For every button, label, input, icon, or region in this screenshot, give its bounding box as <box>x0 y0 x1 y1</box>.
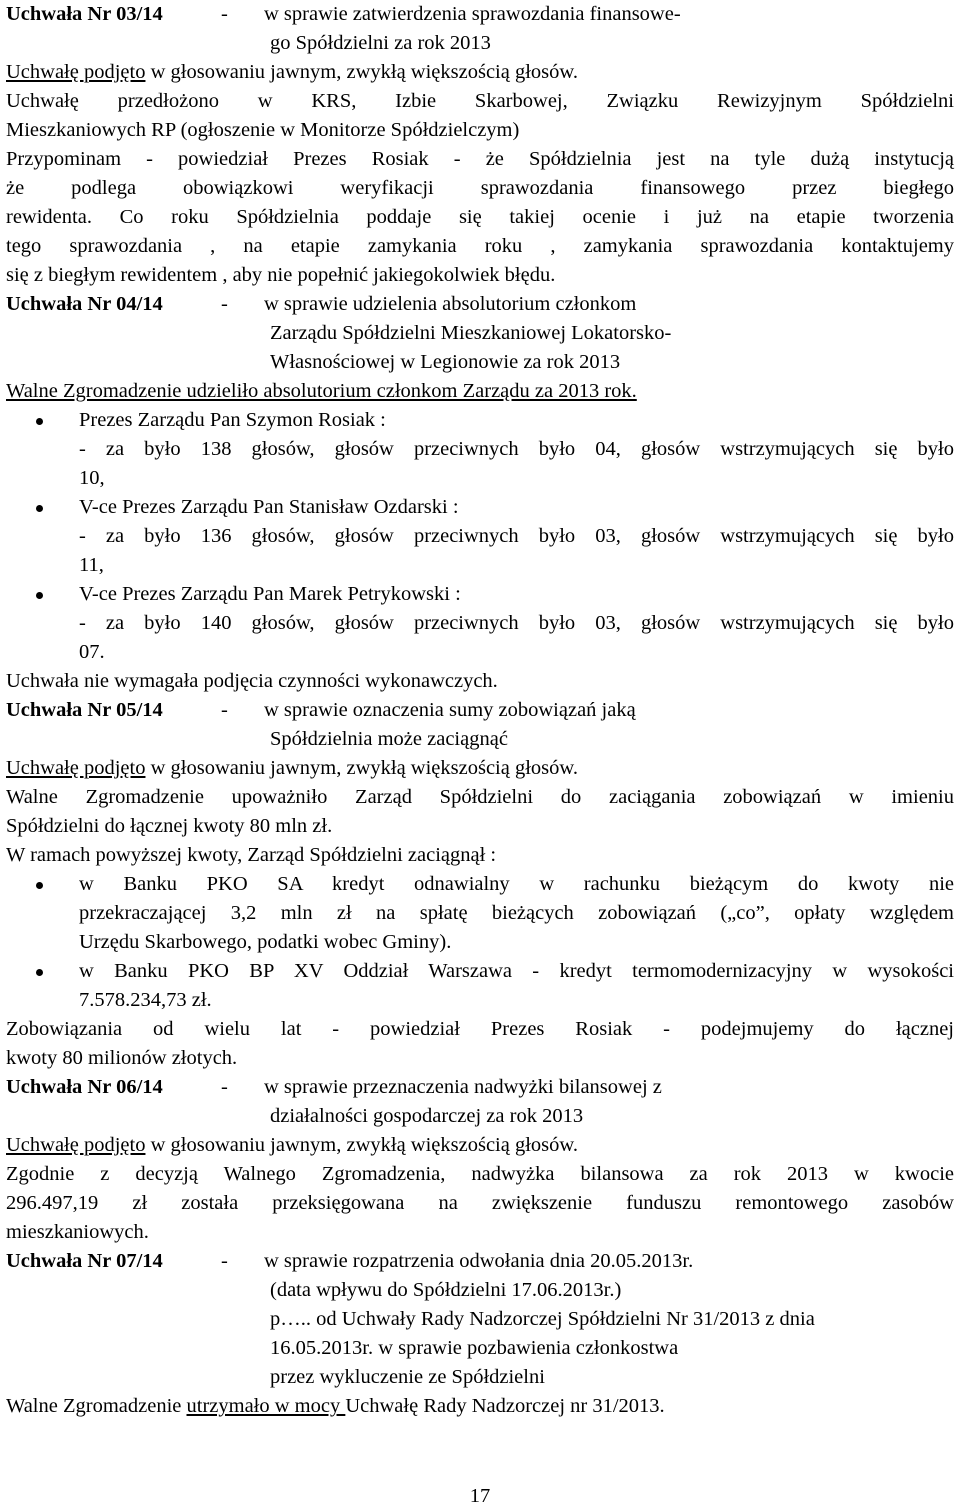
board-member-item <box>6 580 954 609</box>
loan-item <box>6 870 954 899</box>
resolution-dash: - <box>221 1250 228 1272</box>
resolution-title: w sprawie przeznaczenia nadwyżki bilansowej z <box>264 1076 662 1098</box>
paragraph-line: 296.497,19 zł została przeksięgowana na zwiększenie funduszu remontowego zasobów <box>6 1192 954 1214</box>
vote-count-line: - za było 138 głosów, głosów przeciwnych było 04, głosów wstrzymujących się było <box>79 438 954 460</box>
paragraph-line: tego sprawozdania , na etapie zamykania roku , zamykania sprawozdania kontaktujemy <box>6 235 954 257</box>
page-number: 17 <box>469 1485 491 1507</box>
final-statement <box>6 1392 954 1421</box>
resolution-title-continued: p….. od Uchwały Rady Nadzorczej Spółdzielni Nr 31/2013 z dnia <box>270 1308 815 1330</box>
resolution-title-continued: działalności gospodarczej za rok 2013 <box>270 1105 584 1127</box>
vote-method: w głosowaniu jawnym, zwykłą większością głosów. <box>145 757 578 779</box>
resolution-dash: - <box>221 1076 228 1098</box>
final-statement-end: Uchwałę Rady Nadzorczej nr 31/2013. <box>345 1395 665 1417</box>
paragraph-line: się z biegłym rewidentem , aby nie popełnić jakiegokolwiek błędu. <box>6 264 556 286</box>
final-statement-start: Walne Zgromadzenie <box>6 1395 187 1417</box>
vote-statement <box>6 754 954 783</box>
vote-adopted: Uchwałę podjęto <box>6 61 146 83</box>
paragraph-line: Uchwała nie wymagała podjęcia czynności wykonawczych. <box>6 670 498 692</box>
resolution-summary: Walne Zgromadzenie udzieliło absolutorium członkom Zarządu za 2013 rok. <box>6 380 637 402</box>
paragraph-line: mieszkaniowych. <box>6 1221 149 1243</box>
paragraph-line: Spółdzielni do łącznej kwoty 80 mln zł. <box>6 815 333 837</box>
vote-statement <box>6 1131 954 1160</box>
resolution-label: Uchwała Nr 03/14 <box>6 3 163 25</box>
resolution-title-continued: (data wpływu do Spółdzielni 17.06.2013r.) <box>270 1279 622 1301</box>
loan-item-text: w Banku PKO BP XV Oddział Warszawa - kredyt termomodernizacyjny w wysokości <box>79 960 954 982</box>
paragraph-line: Uchwałę przedłożono w KRS, Izbie Skarbowej, Związku Rewizyjnym Spółdzielni <box>6 90 954 112</box>
paragraph-line: Zgodnie z decyzją Walnego Zgromadzenia, nadwyżka bilansowa za rok 2013 w kwocie <box>6 1163 954 1185</box>
resolution-title: w sprawie udzielenia absolutorium członkom <box>264 293 637 315</box>
paragraph-line: że podlega obowiązkowi weryfikacji sprawozdania finansowego przez biegłego <box>6 177 954 199</box>
board-member-item <box>6 493 954 522</box>
vote-method: w głosowaniu jawnym, zwykłą większością głosów. <box>145 1134 578 1156</box>
vote-adopted: Uchwałę podjęto <box>6 757 146 779</box>
resolution-dash: - <box>221 3 228 25</box>
vote-count-line: - za było 140 głosów, głosów przeciwnych było 03, głosów wstrzymujących się było <box>79 612 954 634</box>
vote-method: w głosowaniu jawnym, zwykłą większością głosów. <box>145 61 578 83</box>
resolution-label: Uchwała Nr 07/14 <box>6 1250 163 1272</box>
resolution-label: Uchwała Nr 04/14 <box>6 293 163 315</box>
board-member-item <box>6 406 954 435</box>
loan-item-continued: 7.578.234,73 zł. <box>79 989 212 1011</box>
loan-item-continued: Urzędu Skarbowego, podatki wobec Gminy). <box>79 931 452 953</box>
resolution-title-continued: 16.05.2013r. w sprawie pozbawienia członkostwa <box>270 1337 679 1359</box>
loan-item-text: w Banku PKO SA kredyt odnawialny w rachunku bieżącym do kwoty nie <box>79 873 954 895</box>
resolution-title: w sprawie oznaczenia sumy zobowiązań jaką <box>264 699 636 721</box>
resolution-dash: - <box>221 293 228 315</box>
resolution-05-heading <box>6 696 954 725</box>
bullet-icon <box>36 592 43 599</box>
vote-adopted: Uchwałę podjęto <box>6 1134 146 1156</box>
resolution-03-heading <box>6 0 954 29</box>
resolution-label: Uchwała Nr 05/14 <box>6 699 163 721</box>
bullet-icon <box>36 418 43 425</box>
loan-item-continued: przekraczającej 3,2 mln zł na spłatę bieżących zobowiązań („co”, opłaty względem <box>79 902 954 924</box>
board-member-name: Prezes Zarządu Pan Szymon Rosiak : <box>79 409 386 431</box>
paragraph-line: W ramach powyższej kwoty, Zarząd Spółdzielni zaciągnął : <box>6 844 497 866</box>
bullet-icon <box>36 882 43 889</box>
resolution-title: w sprawie zatwierdzenia sprawozdania finansowe- <box>264 3 681 25</box>
resolution-dash: - <box>221 699 228 721</box>
bullet-icon <box>36 969 43 976</box>
resolution-title-continued: Spółdzielnia może zaciągnąć <box>270 728 508 750</box>
paragraph-line: Przypominam - powiedział Prezes Rosiak - że Spółdzielnia jest na tyle dużą instytucją <box>6 148 954 170</box>
vote-count-line: 11, <box>79 554 104 576</box>
final-statement-underlined: utrzymało w mocy <box>186 1395 346 1417</box>
paragraph-line: Walne Zgromadzenie upoważniło Zarząd Spółdzielni do zaciągania zobowiązań w imieniu <box>6 786 954 808</box>
bullet-icon <box>36 505 43 512</box>
paragraph-line: kwoty 80 milionów złotych. <box>6 1047 238 1069</box>
resolution-title-continued: Zarządu Spółdzielni Mieszkaniowej Lokatorsko- <box>270 322 672 344</box>
paragraph-line: rewidenta. Co roku Spółdzielnia poddaje się takiej ocenie i już na etapie tworzenia <box>6 206 954 228</box>
resolution-06-heading <box>6 1073 954 1102</box>
resolution-title-continued: Własnościowej w Legionowie za rok 2013 <box>270 351 621 373</box>
board-member-name: V-ce Prezes Zarządu Pan Marek Petrykowski : <box>79 583 461 605</box>
document-page <box>6 0 954 1421</box>
resolution-label: Uchwała Nr 06/14 <box>6 1076 163 1098</box>
resolution-title-continued: go Spółdzielni za rok 2013 <box>270 32 491 54</box>
vote-count-line: - za było 136 głosów, głosów przeciwnych było 03, głosów wstrzymujących się było <box>79 525 954 547</box>
paragraph-line: Zobowiązania od wielu lat - powiedział Prezes Rosiak - podejmujemy do łącznej <box>6 1018 954 1040</box>
resolution-04-heading <box>6 290 954 319</box>
resolution-title: w sprawie rozpatrzenia odwołania dnia 20.05.2013r. <box>264 1250 694 1272</box>
paragraph-line: Mieszkaniowych RP (ogłoszenie w Monitorze Spółdzielczym) <box>6 119 520 141</box>
vote-count-line: 10, <box>79 467 105 489</box>
resolution-title-continued: przez wykluczenie ze Spółdzielni <box>270 1366 545 1388</box>
vote-count-line: 07. <box>79 641 105 663</box>
board-member-name: V-ce Prezes Zarządu Pan Stanisław Ozdarski : <box>79 496 459 518</box>
vote-statement <box>6 58 954 87</box>
resolution-07-heading <box>6 1247 954 1276</box>
loan-item <box>6 957 954 986</box>
